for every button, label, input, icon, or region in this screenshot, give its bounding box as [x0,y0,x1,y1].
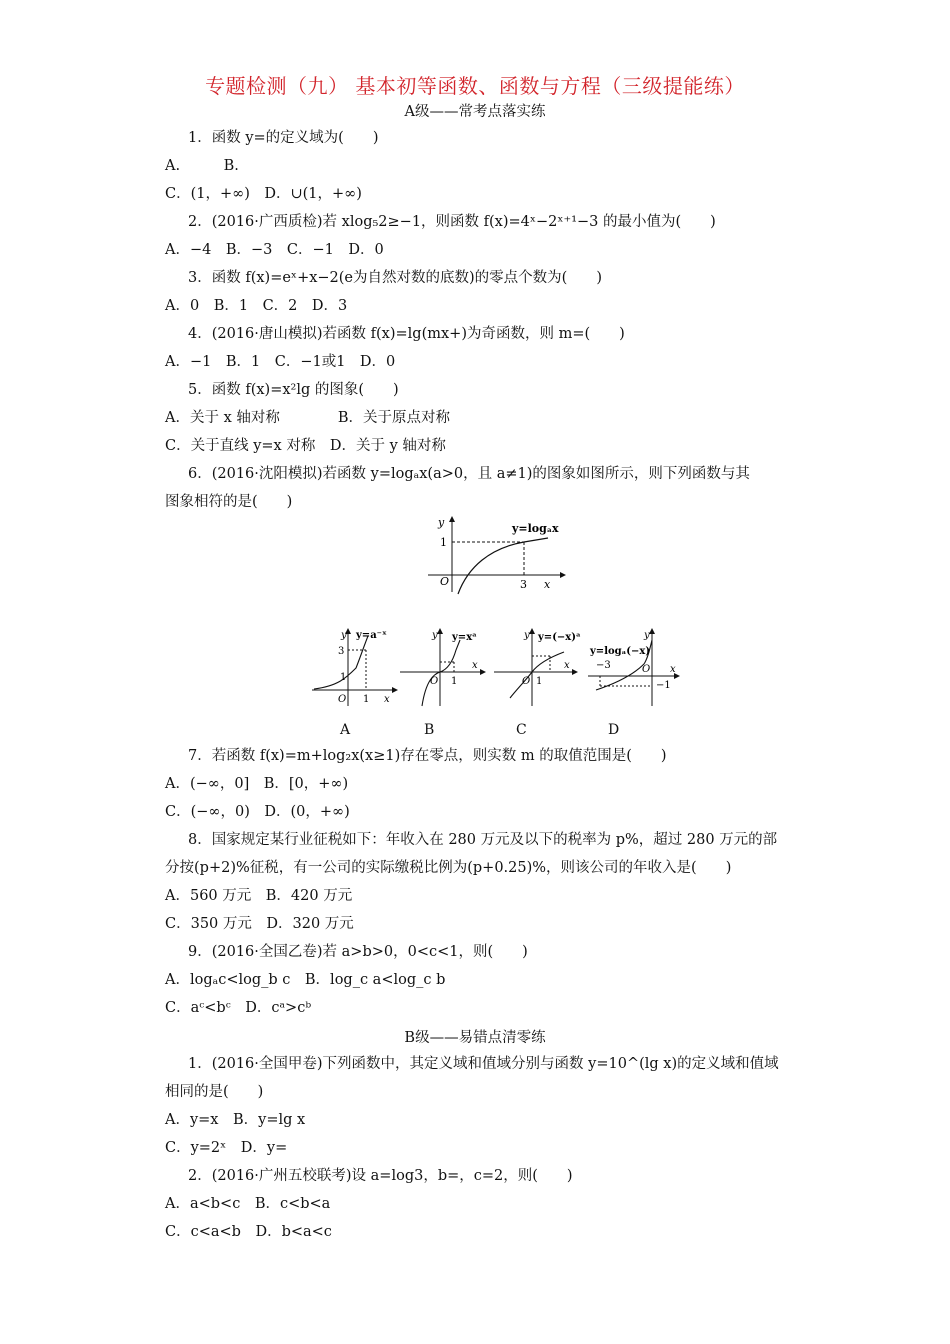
tick-y-1: 1 [440,536,447,549]
svg-text:O: O [642,664,651,675]
b-q2: 2．(2016·广州五校联考)设 a=log3，b=，c=2，则( ) [188,1168,573,1184]
svg-text:−3: −3 [596,660,611,671]
q9-options-cd: C．aᶜ<bᶜ D．cᵃ>cᵇ [165,1000,312,1016]
svg-text:1: 1 [451,676,458,687]
option-b-label: y=xᵃ [452,632,477,643]
y-axis-arrow [449,516,455,522]
q2: 2．(2016·广西质检)若 xlog₅2≥−1，则函数 f(x)=4ˣ−2ˣ⁺¹−3 的最小值为( ) [188,214,716,230]
b-q1: 1．(2016·全国甲卷)下列函数中，其定义域和值域分别与函数 y=10^(lg x)的定义域和值域 [188,1056,779,1072]
svg-text:x: x [384,694,390,705]
svg-text:1: 1 [536,676,543,687]
curve-label: y=logₐx [512,522,559,535]
q6-cont: 图象相符的是( ) [165,494,293,510]
option-b-letter: B [424,722,435,738]
option-b-figure [398,628,490,710]
q6: 6．(2016·沈阳模拟)若函数 y=logₐx(a>0，且 a≠1)的图象如图所示，则下列函数与其 [188,466,750,482]
svg-text:1: 1 [363,694,370,705]
option-a-label: y=a⁻ˣ [356,630,387,641]
option-d-label: y=logₐ(−x) [590,646,651,657]
svg-text:y: y [524,630,530,641]
b-q2-options-ab: A．a<b<c B．c<b<a [165,1196,331,1212]
origin-label: O [440,575,450,588]
svg-text:y: y [432,630,438,641]
option-c-curve [510,652,564,698]
svg-text:O: O [430,676,439,687]
q1: 1．函数 y=的定义域为( ) [188,130,379,146]
q8-cont: 分按(p+2)%征税，有一公司的实际缴税比例为(p+0.25)%，则该公司的年收入是( ) [165,860,732,876]
q7-options-cd: C．(−∞，0) D．(0，+∞) [165,804,350,820]
q1-options-ab: A. B. [165,158,239,174]
svg-text:y: y [644,630,650,641]
svg-text:x: x [564,660,570,671]
svg-text:O: O [338,694,347,705]
option-d-letter: D [608,722,620,738]
x-axis-arrow [560,572,566,578]
svg-text:−1: −1 [656,680,671,691]
q5-options-cd: C．关于直线 y=x 对称 D．关于 y 轴对称 [165,438,446,454]
q2-options: A．−4 B．−3 C．−1 D．0 [165,242,384,258]
svg-text:1: 1 [340,672,347,683]
q8: 8．国家规定某行业征税如下：年收入在 280 万元及以下的税率为 p%，超过 280 万元的部 [188,832,778,848]
svg-text:3: 3 [338,646,345,657]
option-b-curve [422,640,460,706]
q1-options-cd: C．(1，+∞) D．∪(1，+∞) [165,186,362,202]
q5: 5．函数 f(x)=x²lg 的图象( ) [188,382,399,398]
page-title: 专题检测（九） 基本初等函数、函数与方程（三级提能练） [205,74,745,98]
svg-text:y: y [341,630,347,641]
option-d-figure [586,628,686,710]
option-c-label: y=(−x)ᵃ [538,632,581,643]
q9: 9．(2016·全国乙卷)若 a>b>0，0<c<1，则( ) [188,944,528,960]
b-q1-options-ab: A．y=x B．y=lg x [165,1112,306,1128]
svg-text:x: x [472,660,478,671]
option-c-letter: C [516,722,527,738]
option-a-figure [308,628,400,710]
q8-options-cd: C．350 万元 D．320 万元 [165,916,354,932]
b-q1-cont: 相同的是( ) [165,1084,264,1100]
b-q2-options-cd: C．c<a<b D．b<a<c [165,1224,332,1240]
q3-options: A．0 B．1 C．2 D．3 [165,298,348,314]
svg-text:O: O [522,676,531,687]
y-axis-label: y [438,516,445,529]
option-a-letter: A [340,722,351,738]
q8-options-ab: A．560 万元 B．420 万元 [165,888,353,904]
log-curve [458,538,548,594]
q7-options-ab: A．(−∞，0] B．[0，+∞) [165,776,349,792]
q4: 4．(2016·唐山模拟)若函数 f(x)=lg(mx+)为奇函数，则 m=( ) [188,326,625,342]
x-axis-label: x [544,578,551,591]
section-b-heading: B级——易错点清零练 [404,1030,546,1046]
q3: 3．函数 f(x)=eˣ+x−2(e为自然对数的底数)的零点个数为( ) [188,270,602,286]
q4-options: A．−1 B．1 C．−1或1 D．0 [165,354,396,370]
svg-text:x: x [670,664,676,675]
tick-x-3: 3 [520,578,527,591]
q7: 7．若函数 f(x)=m+log₂x(x≥1)存在零点，则实数 m 的取值范围是( ) [188,748,667,764]
q9-options-ab: A．logₐc<log_b c B．log_c a<log_c b [165,972,446,988]
option-c-figure [492,628,584,710]
q5-options-ab: A．关于 x 轴对称 B．关于原点对称 [165,410,451,426]
section-a-heading: A级——常考点落实练 [404,104,546,120]
main-log-figure [420,512,570,597]
b-q1-options-cd: C．y=2ˣ D．y= [165,1140,288,1156]
